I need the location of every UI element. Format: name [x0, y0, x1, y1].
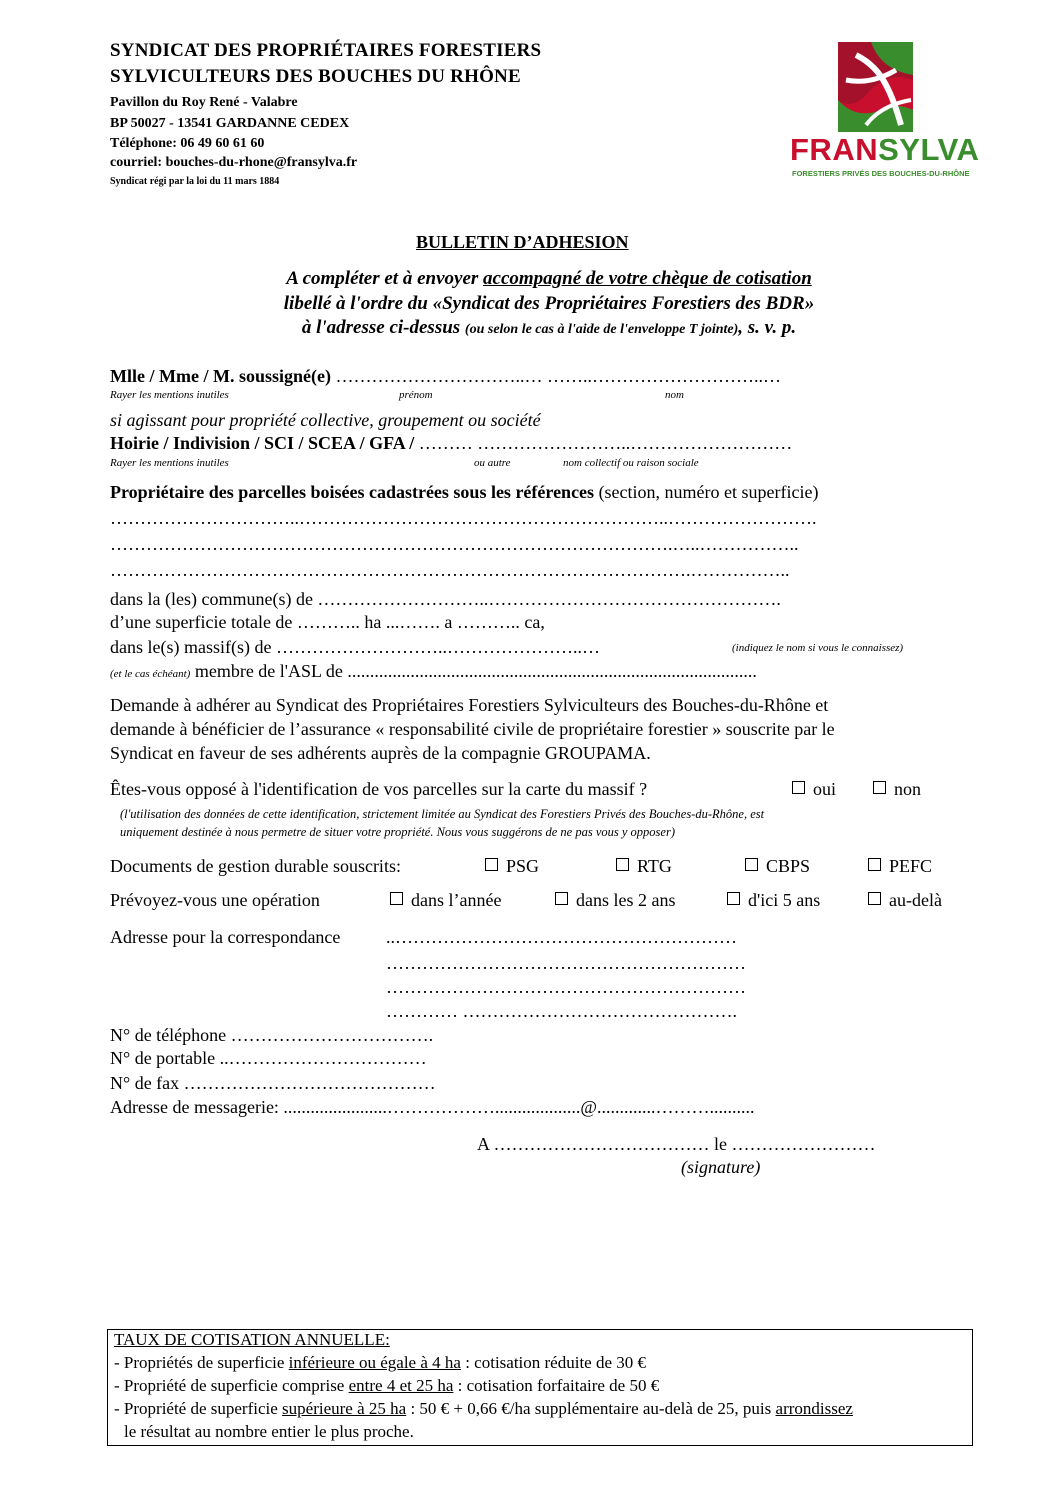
- doc-option-cbps[interactable]: CBPS: [745, 856, 810, 877]
- operation-option-annee[interactable]: dans l’année: [390, 890, 501, 911]
- label-nom-collectif: nom collectif ou raison sociale: [563, 457, 699, 469]
- parcelles-label: Propriétaire des parcelles boisées cadastrées sous les références (section, numéro et superficie): [110, 482, 819, 502]
- parcelles-line-1[interactable]: …………………………..……………………………………………………..…………………….: [110, 508, 817, 528]
- taux-line3: - Propriété de superficie supérieure à 25 ha : 50 € + 0,66 €/ha supplémentaire au-delà de 25, puis arrondissez: [114, 1399, 853, 1418]
- checkbox-icon[interactable]: [555, 892, 568, 905]
- org-law: Syndicat régi par la loi du 11 mars 1884: [110, 176, 280, 187]
- label-nom: nom: [665, 389, 684, 401]
- commune-row[interactable]: dans la (les) commune(s) de ………………………..………………………………………….: [110, 589, 781, 609]
- logo-subtitle: FORESTIERS PRIVÉS DES BOUCHES-DU-RHÔNE: [792, 169, 970, 178]
- operation-option-2ans[interactable]: dans les 2 ans: [555, 890, 675, 911]
- checkbox-icon[interactable]: [792, 781, 805, 794]
- adresse-line-2[interactable]: ……………………………………………………: [386, 953, 746, 973]
- taux-line1: - Propriétés de superficie inférieure ou égale à 4 ha : cotisation réduite de 30 €: [114, 1353, 647, 1372]
- hoirie-row[interactable]: Hoirie / Indivision / SCI / SCEA / GFA / ……… ……………………..………………………: [110, 433, 793, 453]
- operation-option-5ans[interactable]: d'ici 5 ans: [727, 890, 820, 911]
- fransylva-logo: [786, 40, 980, 180]
- operation-option-audela[interactable]: au-delà: [868, 890, 942, 911]
- operation-label: Prévoyez-vous une opération: [110, 890, 320, 910]
- adresse-line-4[interactable]: ………… ……………………………………….: [386, 1001, 737, 1021]
- adresse-line-1[interactable]: ..…………………………………………………: [386, 927, 737, 947]
- checkbox-icon[interactable]: [868, 892, 881, 905]
- instructions-line1: A compléter et à envoyer accompagné de votre chèque de cotisation: [286, 268, 812, 289]
- taux-cotisation-box: [107, 1329, 973, 1446]
- signature-label: (signature): [681, 1157, 761, 1177]
- soussigne-row[interactable]: Mlle / Mme / M. soussigné(e) …………………………..… ……..………………………..…: [110, 366, 781, 386]
- adresse-line-3[interactable]: ……………………………………………………: [386, 977, 746, 997]
- label-ou-autre: ou autre: [474, 457, 511, 469]
- org-name-line2: SYLVICULTEURS DES BOUCHES DU RHÔNE: [110, 66, 521, 87]
- oppose-note-line2: uniquement destinée à nous permetre de situer votre propriété. Nous vous suggérons de ne pas vous y opposer): [120, 825, 675, 839]
- massif-note: (indiquez le nom si vous le connaissez): [732, 642, 904, 654]
- org-address1: Pavillon du Roy René - Valabre: [110, 95, 298, 110]
- org-email: courriel: bouches-du-rhone@fransylva.fr: [110, 155, 358, 170]
- docs-label: Documents de gestion durable souscrits:: [110, 856, 401, 876]
- logo-fran: FRAN: [790, 132, 879, 167]
- logo-wordmark: [790, 132, 979, 168]
- adresse-label: Adresse pour la correspondance: [110, 927, 341, 947]
- org-address2: BP 50027 - 13541 GARDANNE CEDEX: [110, 116, 350, 131]
- checkbox-icon[interactable]: [390, 892, 403, 905]
- checkbox-icon[interactable]: [868, 858, 881, 871]
- parcelles-line-2[interactable]: ………………………………………………………………………………….…..……………..: [110, 534, 799, 554]
- taux-line2: - Propriété de superficie comprise entre 4 et 25 ha : cotisation forfaitaire de 50 €: [114, 1376, 660, 1395]
- checkbox-icon[interactable]: [873, 781, 886, 794]
- doc-option-psg[interactable]: PSG: [485, 856, 539, 877]
- telephone-row[interactable]: N° de téléphone …………………………….: [110, 1025, 434, 1045]
- demande-line1: Demande à adhérer au Syndicat des Propriétaires Forestiers Sylviculteurs des Bouches-du-Rhône et: [110, 695, 829, 715]
- rayer-mentions-1: Rayer les mentions inutiles: [110, 389, 229, 401]
- messagerie-row[interactable]: Adresse de messagerie: .......................………………...................@.............………..........: [110, 1097, 755, 1117]
- fax-row[interactable]: N° de fax ……………………………………: [110, 1073, 436, 1093]
- asl-row[interactable]: (et le cas échéant) membre de l'ASL de ...........................................................................................: [110, 661, 757, 681]
- lieu-date-row[interactable]: A ……………………………… le ……………………: [477, 1134, 876, 1154]
- oppose-note-line1: (l'utilisation des données de cette identification, strictement limitée au Syndicat des Forestiers Privés des Bouches-du-Rhône, est: [120, 807, 765, 821]
- rayer-mentions-2: Rayer les mentions inutiles: [110, 457, 229, 469]
- label-prenom: prénom: [399, 389, 433, 401]
- checkbox-icon[interactable]: [616, 858, 629, 871]
- doc-option-rtg[interactable]: RTG: [616, 856, 672, 877]
- massif-row[interactable]: dans le(s) massif(s) de ………………………..…………………..…: [110, 637, 600, 657]
- oppose-oui-option[interactable]: oui: [792, 779, 836, 800]
- demande-line3: Syndicat en faveur de ses adhérents auprès de la compagnie GROUPAMA.: [110, 743, 651, 763]
- instructions-line3: à l'adresse ci-dessus (ou selon le cas à l'aide de l'enveloppe T jointe), s. v. p.: [301, 317, 797, 338]
- form-title: BULLETIN D’ADHESION: [416, 232, 629, 252]
- collectif-note: si agissant pour propriété collective, groupement ou société: [110, 410, 541, 430]
- oppose-non-option[interactable]: non: [873, 779, 921, 800]
- taux-line4: le résultat au nombre entier le plus proche.: [124, 1422, 414, 1441]
- checkbox-icon[interactable]: [485, 858, 498, 871]
- doc-option-pefc[interactable]: PEFC: [868, 856, 932, 877]
- demande-line2: demande à bénéficier de l’assurance « responsabilité civile de propriétaire forestier » souscrite par le: [110, 719, 835, 739]
- oppose-question: Êtes-vous opposé à l'identification de vos parcelles sur la carte du massif ?: [110, 779, 648, 799]
- taux-title: TAUX DE COTISATION ANNUELLE:: [114, 1330, 390, 1349]
- instructions-line2: libellé à l'ordre du «Syndicat des Propriétaires Forestiers des BDR»: [283, 293, 815, 314]
- portable-row[interactable]: N° de portable ..……………………………: [110, 1048, 427, 1068]
- parcelles-line-3[interactable]: …………………………………………………………………………………….……………..: [110, 560, 790, 580]
- org-name-line1: SYNDICAT DES PROPRIÉTAIRES FORESTIERS: [110, 40, 542, 61]
- logo-sylva: SYLVA: [878, 132, 980, 167]
- checkbox-icon[interactable]: [745, 858, 758, 871]
- superficie-row[interactable]: d’une superficie totale de ……….. ha ...……. a ……….. ca,: [110, 612, 545, 632]
- org-phone: Téléphone: 06 49 60 61 60: [110, 136, 265, 151]
- checkbox-icon[interactable]: [727, 892, 740, 905]
